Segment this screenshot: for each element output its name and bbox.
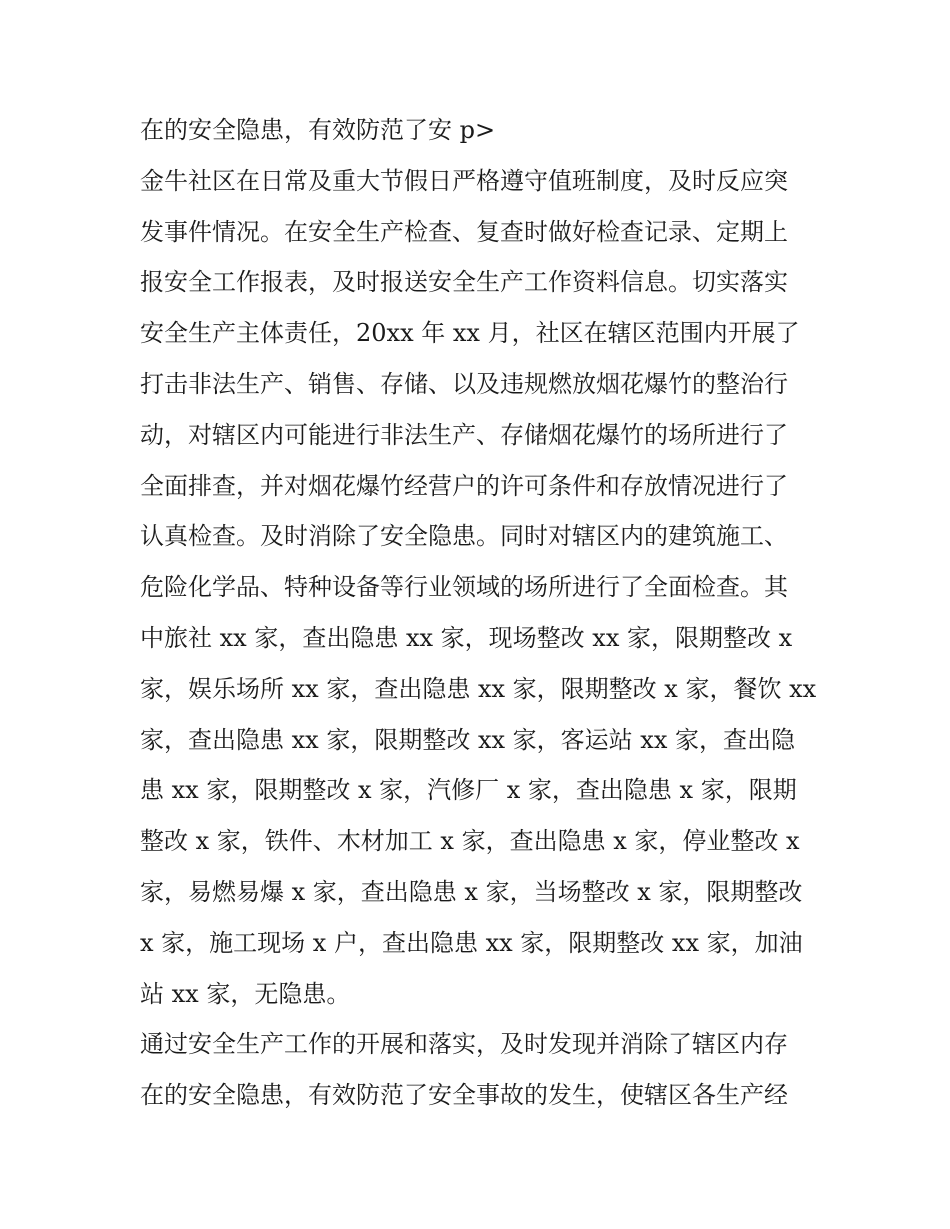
text-line: 患 xx 家，限期整改 x 家，汽修厂 x 家，查出隐患 x 家，限期 [140, 776, 797, 805]
text-line: 家，易燃易爆 x 家，查出隐患 x 家，当场整改 x 家，限期整改 [140, 877, 803, 906]
text-line: 打击非法生产、销售、存储、以及违规燃放烟花爆竹的整治行 [140, 369, 788, 398]
text-line: 危险化学品、特种设备等行业领域的场所进行了全面检查。其 [140, 573, 788, 602]
text-line: 通过安全生产工作的开展和落实，及时发现并消除了辖区内存 [140, 1030, 788, 1059]
text-line: 认真检查。及时消除了安全隐患。同时对辖区内的建筑施工、 [140, 522, 788, 551]
document-body [140, 105, 820, 1121]
text-line: 家，娱乐场所 xx 家，查出隐患 xx 家，限期整改 x 家，餐饮 xx [140, 674, 817, 703]
text-line: 家，查出隐患 xx 家，限期整改 xx 家，客运站 xx 家，查出隐 [140, 725, 795, 754]
text-line: 在的安全隐患，有效防范了安全事故的发生，使辖区各生产经 [140, 1081, 788, 1110]
text-line: 全面排查，并对烟花爆竹经营户的许可条件和存放情况进行了 [140, 471, 788, 500]
text-line: 在的安全隐患，有效防范了安 p> [140, 116, 496, 144]
text-line: 中旅社 xx 家，查出隐患 xx 家，现场整改 xx 家，限期整改 x [140, 623, 793, 652]
text-line: 整改 x 家，铁件、木材加工 x 家，查出隐患 x 家，停业整改 x [140, 827, 800, 856]
text-line: 发事件情况。在安全生产检查、复查时做好检查记录、定期上 [140, 217, 788, 246]
text-line: 报安全工作报表，及时报送安全生产工作资料信息。切实落实 [140, 268, 788, 297]
text-line: 金牛社区在日常及重大节假日严格遵守值班制度，及时反应突 [140, 166, 788, 195]
text-line: 安全生产主体责任，20xx 年 xx 月，社区在辖区范围内开展了 [140, 319, 800, 348]
text-line: x 家，施工现场 x 户，查出隐患 xx 家，限期整改 xx 家，加油 [140, 928, 803, 957]
text-line: 站 xx 家，无隐患。 [140, 979, 351, 1008]
text-line: 动，对辖区内可能进行非法生产、存储烟花爆竹的场所进行了 [140, 420, 788, 449]
